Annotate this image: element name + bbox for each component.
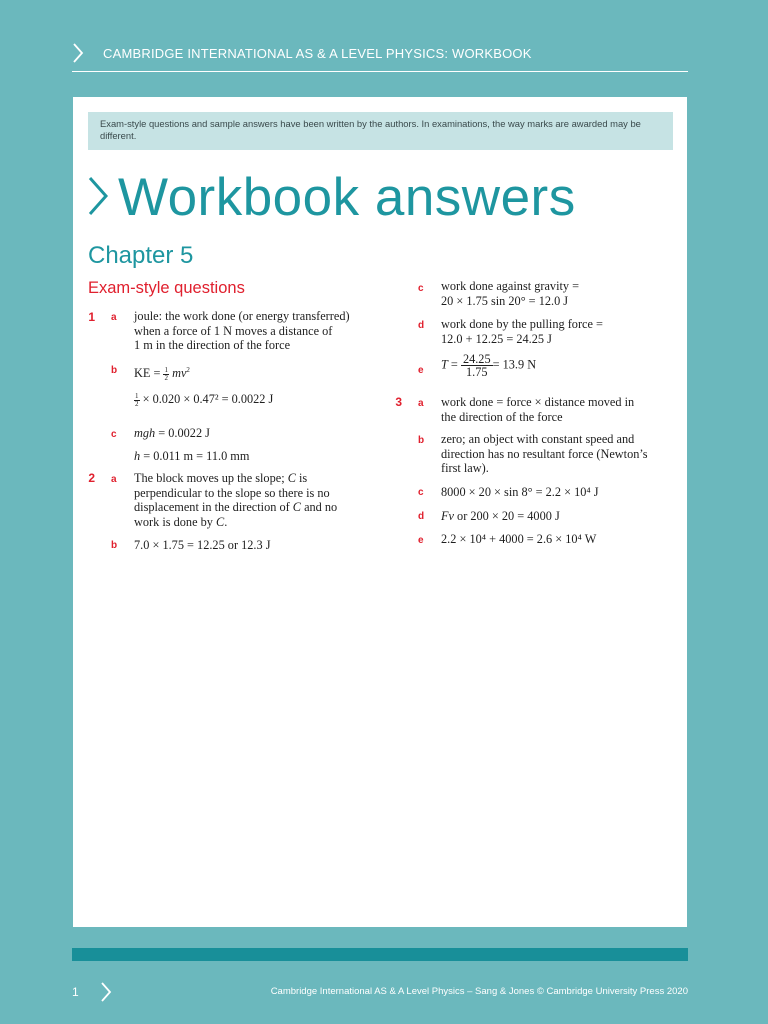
answer-3b [441,432,681,476]
answer-line: zero; an object with constant speed and [441,432,635,446]
copyright-notice: Cambridge International AS & A Level Physics – Sang & Jones © Cambridge University Press 2020 [270,986,688,997]
answer-1b-formula [134,363,190,382]
denominator: 1.75 [466,365,488,379]
answer-text: is [295,471,308,485]
answer-line: first law). [441,461,489,476]
answer-line: when a force of 1 N moves a distance of [134,323,333,338]
numerator: 1 [164,365,168,374]
h-term: h [134,448,141,463]
part-letter: d [418,320,425,331]
answer-2c [441,279,681,308]
answer-line: 1 m in the direction of the force [134,338,291,353]
denominator: 2 [164,373,168,382]
page-title [86,167,576,229]
part-letter: b [111,365,118,376]
page-number: 1 [72,985,79,999]
answer-3e: 2.2 × 10⁴ + 4000 = 2.6 × 10⁴ W [441,532,597,546]
page-content [73,97,687,927]
fraction [461,353,493,378]
answer-1b-calc [134,392,273,408]
answer-1a [134,309,374,353]
variable-c: C [292,500,301,515]
answer-2b: 7.0 × 1.75 = 12.25 or 12.3 J [134,538,271,552]
mv-term: mv [172,366,187,381]
numerator: 24.25 [462,352,491,366]
answer-text: displacement in the direction of [134,500,293,515]
ke-label: KE = [134,366,161,381]
answer-line: the direction of the force [441,409,563,424]
answer-2d [441,317,681,346]
answer-text: = 0.011 m = 11.0 mm [140,448,250,463]
answer-text: = 0.0022 J [155,426,210,440]
t-term: T [441,357,448,372]
numerator: 1 [135,391,139,400]
main-title-text: Workbook answers [118,168,576,227]
answer-3d [441,509,560,524]
part-letter: c [418,283,424,294]
result: = 13.9 N [492,357,537,372]
exam-notice: Exam-style questions and sample answers have been written by the authors. In examinations, the way marks are awarded may be different. [88,112,673,150]
answer-2a [134,471,374,529]
answer-line: perpendicular to the slope so there is no [134,485,330,500]
answer-text: work is done by [134,514,216,529]
answer-line: work done = force × distance moved in [441,395,635,409]
fraction-half [163,367,169,382]
answer-text: and no [301,500,338,515]
part-letter: a [418,398,424,409]
answer-line [134,515,374,530]
running-header [72,40,688,72]
denominator: 2 [135,399,139,408]
question-number: 1 [88,310,95,324]
answer-line [134,500,374,515]
chevron-right-icon [86,174,110,223]
answer-line: direction has no resultant force (Newton’s [441,446,648,461]
fv-term: Fv [441,509,454,523]
chapter-heading: Chapter 5 [88,242,194,269]
variable-c: C [215,514,225,529]
part-letter: a [111,474,117,485]
footer-bar [72,948,688,961]
part-letter: c [111,429,117,440]
part-letter: b [418,435,425,446]
part-letter: b [111,540,118,551]
part-letter: d [418,511,425,522]
answer-line: 12.0 + 12.25 = 24.25 J [441,331,552,346]
answer-line: work done by the pulling force = [441,317,603,331]
answer-line: 20 × 1.75 sin 20° = 12.0 J [441,293,569,308]
mgh-term: mgh [134,426,156,440]
answer-2e [441,353,536,378]
answer-text: The block moves up the slope; [134,471,288,485]
part-letter: c [418,487,424,498]
question-number: 2 [88,471,95,485]
chevron-right-icon [100,981,112,1008]
answer-line: joule: the work done (or energy transferred) [134,309,350,323]
answer-line [134,449,249,464]
question-number: 3 [395,395,402,409]
part-letter: a [111,312,117,323]
header-title: CAMBRIDGE INTERNATIONAL AS & A LEVEL PHYSICS: WORKBOOK [103,46,532,61]
answer-line [134,426,249,441]
variable-c: C [287,471,296,485]
answer-line [134,471,374,486]
chevron-right-icon [72,42,84,69]
answer-3c: 8000 × 20 × sin 8° = 2.2 × 10⁴ J [441,485,599,499]
part-letter: e [418,535,424,546]
superscript: 2 [186,366,190,374]
answer-3a [441,395,681,424]
section-heading: Exam-style questions [88,279,245,297]
answer-line: work done against gravity = [441,279,580,293]
part-letter: e [418,365,424,376]
answer-text: . [224,514,228,529]
answer-1c [134,426,249,463]
equals: = [447,357,458,372]
answer-text: or 200 × 20 = 4000 J [453,509,560,523]
calc-text: × 0.020 × 0.47² = 0.0022 J [139,392,274,406]
